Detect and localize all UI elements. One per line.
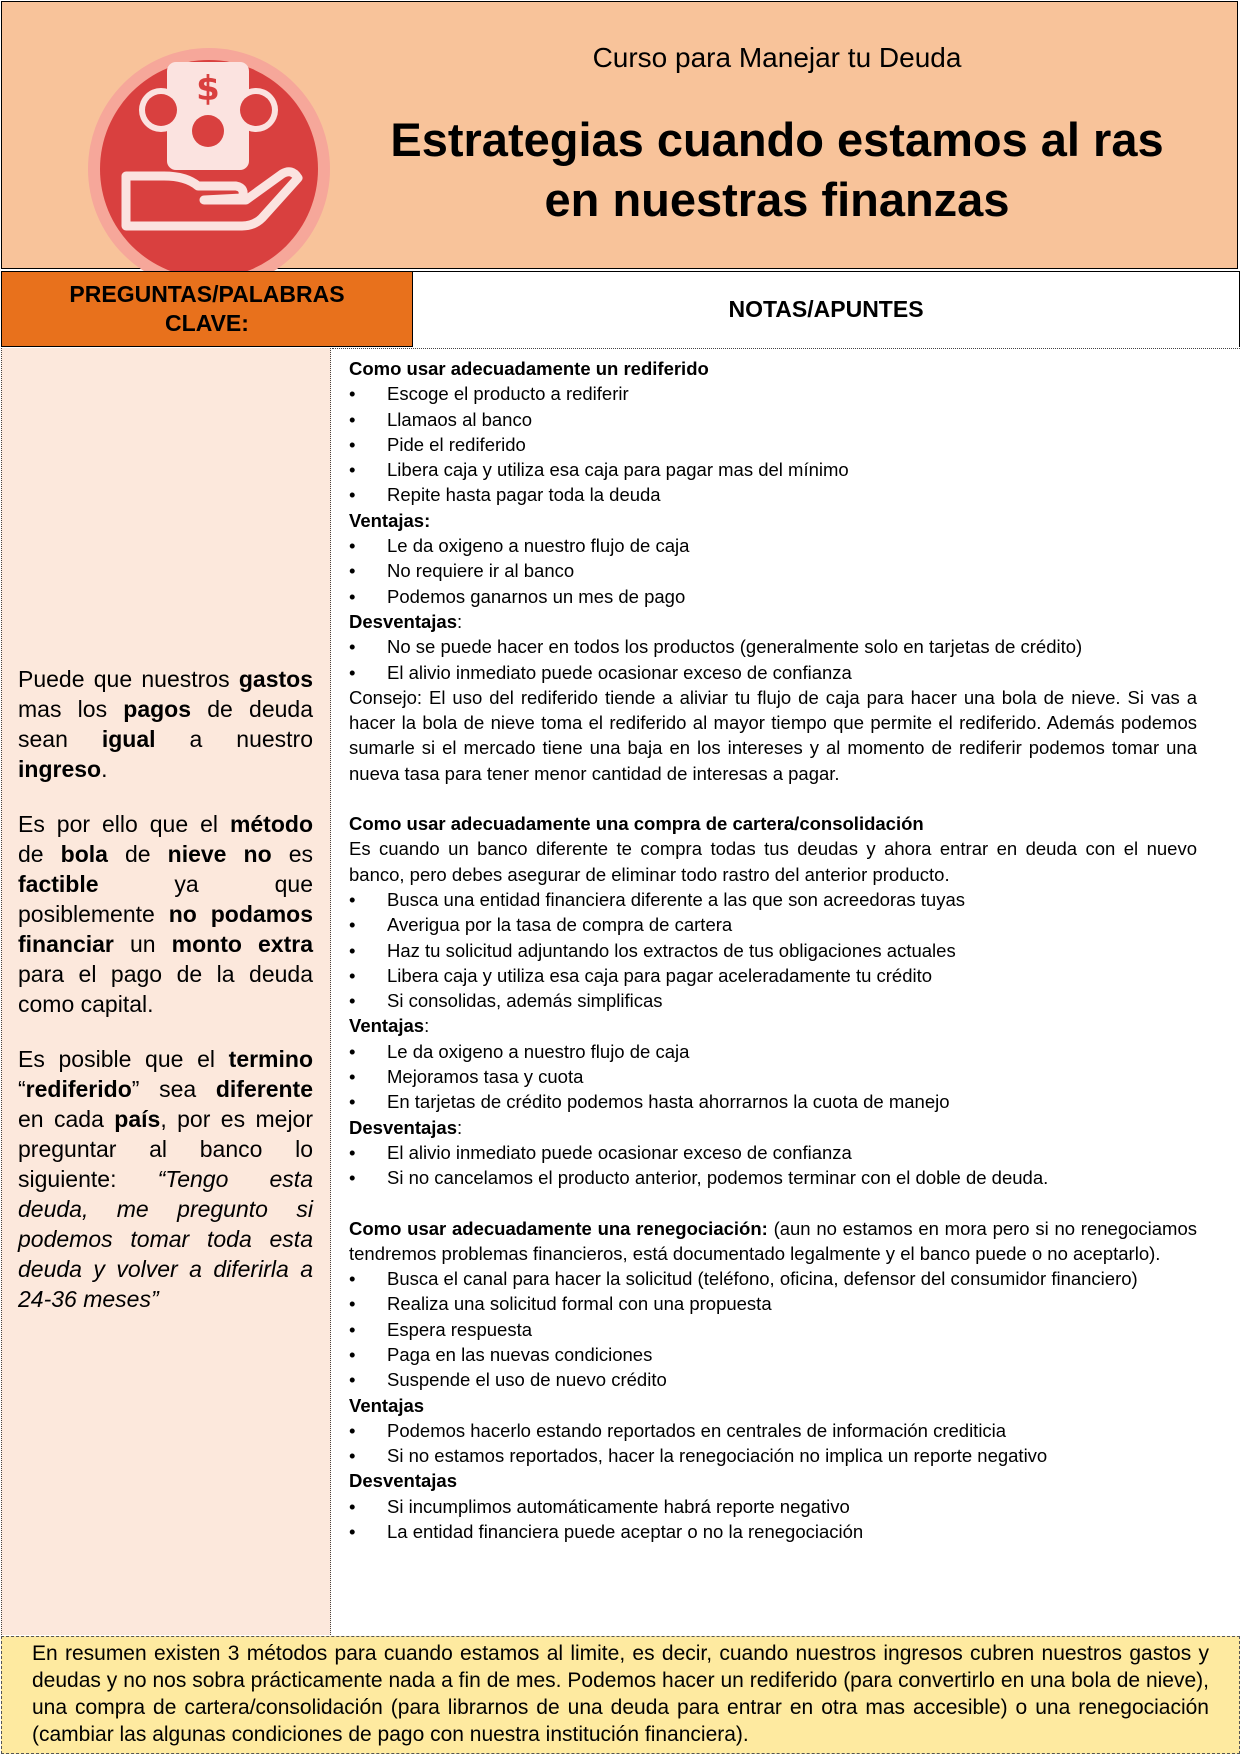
list-item: • El alivio inmediato puede ocasionar exceso de confianza xyxy=(349,660,1197,685)
list-item: • No se puede hacer en todos los productos (generalmente solo en tarjetas de crédito) xyxy=(349,634,1197,659)
pros-label: Ventajas: xyxy=(349,509,431,531)
keywords-header-line-2: CLAVE: xyxy=(165,310,249,336)
cons-list xyxy=(349,1140,1197,1191)
list-item: • Le da oxigeno a nuestro flujo de caja xyxy=(349,533,1197,558)
keywords-column-header xyxy=(1,271,413,347)
cons-list xyxy=(349,634,1197,685)
cons-list xyxy=(349,1494,1197,1545)
steps-list xyxy=(349,381,1197,507)
list-item: • Libera caja y utiliza esa caja para pagar aceleradamente tu crédito xyxy=(349,963,1197,988)
steps-list xyxy=(349,887,1197,1013)
list-item: • La entidad financiera puede aceptar o no la renegociación xyxy=(349,1519,1197,1544)
list-item: • Si no cancelamos el producto anterior, podemos terminar con el doble de deuda. xyxy=(349,1165,1197,1190)
list-item: • Si incumplimos automáticamente habrá reporte negativo xyxy=(349,1494,1197,1519)
list-item: • Escoge el producto a rediferir xyxy=(349,381,1197,406)
header-banner xyxy=(1,1,1238,269)
course-name: Curso para Manejar tu Deuda xyxy=(592,42,962,73)
list-item: • Pide el rediferido xyxy=(349,432,1197,457)
section-title: Como usar adecuadamente una compra de cartera/consolidación xyxy=(349,813,924,835)
pros-list xyxy=(349,533,1197,609)
list-item: • Suspende el uso de nuevo crédito xyxy=(349,1367,1197,1392)
list-item: • Busca una entidad financiera diferente a las que son acreedoras tuyas xyxy=(349,887,1197,912)
section-title: Como usar adecuadamente un rediferido xyxy=(349,358,709,379)
list-item: • Le da oxigeno a nuestro flujo de caja xyxy=(349,1039,1197,1064)
pros-label: Ventajas: xyxy=(349,1015,430,1037)
cons-label: Desventajas: xyxy=(349,610,463,632)
keyword-paragraph: Es posible que el termino “rediferido” sea diferente en cada país, por es mejor preguntar al banco lo siguiente: “Tengo esta deuda, me pregunto si podemos tomar toda esta deuda y volver a diferirla a 24-36 meses” xyxy=(18,1046,313,1312)
list-item: • Realiza una solicitud formal con una propuesta xyxy=(349,1291,1197,1316)
cons-label: Desventajas: xyxy=(349,1116,463,1138)
list-item: • Busca el canal para hacer la solicitud (teléfono, oficina, defensor del consumidor financiero) xyxy=(349,1266,1197,1291)
page-title-line-1: Estrategias cuando estamos al ras xyxy=(390,113,1164,166)
list-item: • Mejoramos tasa y cuota xyxy=(349,1064,1197,1089)
keyword-paragraph: Es por ello que el método de bola de nieve no es factible ya que posiblemente no podamos financiar un monto extra para el pago de la deuda como capital. xyxy=(18,811,313,1017)
hand-holding-money-icon xyxy=(86,46,332,292)
list-item: • Haz tu solicitud adjuntando los extractos de tus obligaciones actuales xyxy=(349,938,1197,963)
pros-list xyxy=(349,1039,1197,1115)
list-item: • Llamaos al banco xyxy=(349,407,1197,432)
list-item: • Si consolidas, además simplificas xyxy=(349,988,1197,1013)
keywords-text xyxy=(18,664,313,1339)
list-item: • El alivio inmediato puede ocasionar exceso de confianza xyxy=(349,1140,1197,1165)
keywords-header-line-1: PREGUNTAS/PALABRAS xyxy=(69,281,345,307)
list-item: • En tarjetas de crédito podemos hasta ahorrarnos la cuota de manejo xyxy=(349,1089,1197,1114)
section-intro: Es cuando un banco diferente te compra todas tus deudas y ahora entrar en deuda con el nuevo banco, pero debes asegurar de eliminar todo rastro del anterior producto. xyxy=(349,838,1197,885)
page-title xyxy=(357,110,1197,230)
list-item: • Espera respuesta xyxy=(349,1317,1197,1342)
section-title-with-intro: Como usar adecuadamente una renegociación: (aun no estamos en mora pero si no renegociamos tendremos problemas financieros, está documentado legalmente y el banco puede o no aceptarlo). xyxy=(349,1217,1197,1264)
notes-column-header: NOTAS/APUNTES xyxy=(413,271,1240,347)
pros-list xyxy=(349,1418,1197,1469)
list-item: • Repite hasta pagar toda la deuda xyxy=(349,482,1197,507)
steps-list xyxy=(349,1266,1197,1392)
notes-content xyxy=(349,356,1197,1544)
svg-text:$: $ xyxy=(196,69,220,109)
list-item: • Si no estamos reportados, hacer la renegociación no implica un reporte negativo xyxy=(349,1443,1197,1468)
list-item: • Paga en las nuevas condiciones xyxy=(349,1342,1197,1367)
cons-label: Desventajas xyxy=(349,1470,457,1492)
summary-box: En resumen existen 3 métodos para cuando estamos al limite, es decir, cuando nuestros ingresos cubren nuestros gastos y deudas y no nos sobra prácticamente nada a fin de mes. Podemos hacer un rediferido (para convertirlo en una bola de nieve), una compra de cartera/consolidación (para librarnos de una deuda para entrar en otra mas accesible) o una renegociación (cambiar las algunas condiciones de pago con nuestra institución financiera). xyxy=(1,1636,1240,1754)
list-item: • No requiere ir al banco xyxy=(349,558,1197,583)
list-item: • Podemos hacerlo estando reportados en centrales de información crediticia xyxy=(349,1418,1197,1443)
pros-label: Ventajas xyxy=(349,1394,425,1416)
list-item: • Averigua por la tasa de compra de cartera xyxy=(349,912,1197,937)
page-title-line-2: en nuestras finanzas xyxy=(544,173,1010,226)
tip-paragraph: Consejo: El uso del rediferido tiende a aliviar tu flujo de caja para hacer una bola de nieve. Si vas a hacer la bola de nieve toma el rediferido al mayor tiempo que permite el rediferido. Además podemos sumarle si el mercado tiene una baja en los intereses y al momento de rediferir podemos tomar una nueva tasa para tener menor cantidad de interesas a pagar. xyxy=(349,686,1197,784)
list-item: • Libera caja y utiliza esa caja para pagar mas del mínimo xyxy=(349,457,1197,482)
list-item: • Podemos ganarnos un mes de pago xyxy=(349,584,1197,609)
keyword-paragraph: Puede que nuestros gastos mas los pagos de deuda sean igual a nuestro ingreso. xyxy=(18,666,313,782)
